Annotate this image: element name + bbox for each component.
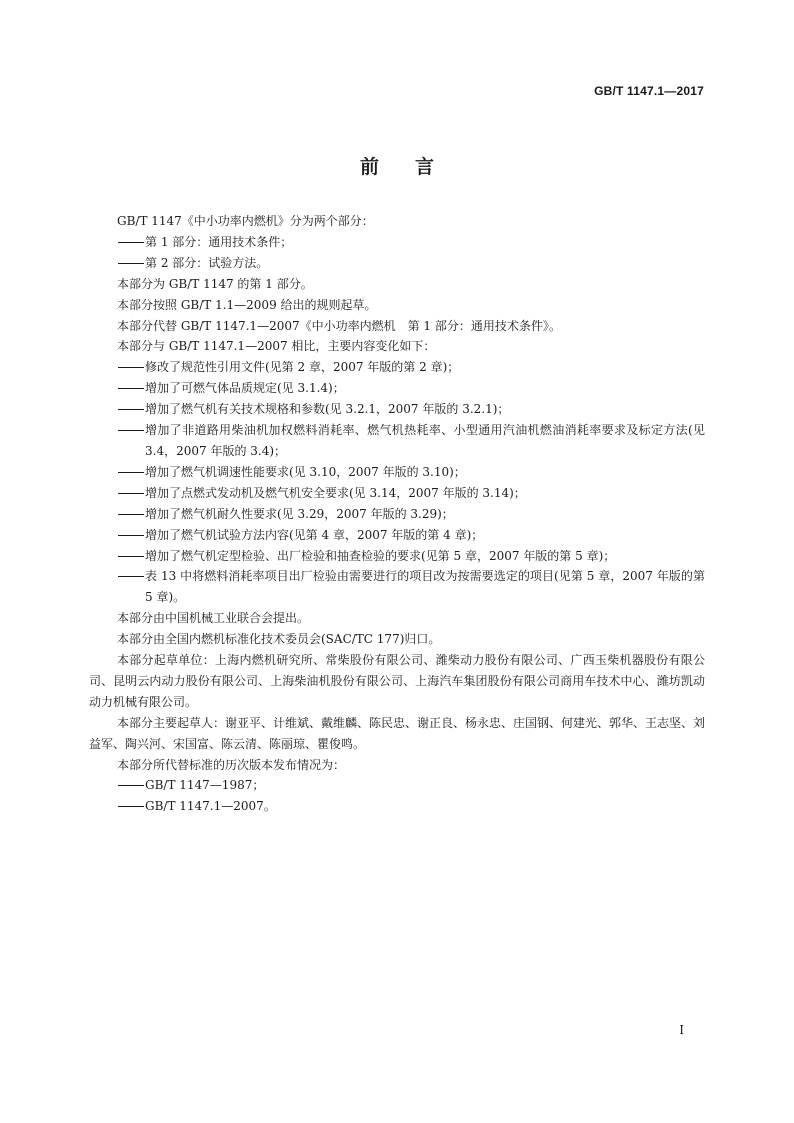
part-item <box>117 253 705 274</box>
change-item <box>117 462 705 483</box>
change-text: 增加了非道路用柴油机加权燃料消耗率、燃气机热耗率、小型通用汽油机燃油消耗率要求及标定方法(见 3.4，2007 年版的 3.4)； <box>145 423 705 458</box>
part-text: 第 1 部分：通用技术条件； <box>145 234 293 249</box>
change-item <box>117 420 705 462</box>
part-text: 第 2 部分：试验方法。 <box>145 255 269 270</box>
change-item <box>117 483 705 504</box>
change-text: 增加了燃气机试验方法内容(见第 4 章，2007 年版的第 4 章)； <box>145 527 484 542</box>
history-text: GB/T 1147—1987； <box>145 778 265 793</box>
foreword-body <box>89 211 706 817</box>
change-item <box>117 504 705 525</box>
intro-line: 本部分代替 GB/T 1147.1—2007《中小功率内燃机 第 1 部分：通用技术条件》。 <box>117 318 561 333</box>
change-text: 增加了点燃式发动机及燃气机安全要求(见 3.14，2007 年版的 3.14)； <box>145 485 526 500</box>
change-text: 增加了燃气机耐久性要求(见 3.29，2007 年版的 3.29)； <box>145 506 454 521</box>
standard-code: GB/T 1147.1—2017 <box>594 84 704 98</box>
page-title: 前言 <box>359 156 470 178</box>
change-text: 修改了规范性引用文件(见第 2 章，2007 年版的第 2 章)； <box>145 360 460 375</box>
change-item <box>117 525 705 546</box>
centralized-line: 本部分由全国内燃机标准化技术委员会(SAC/TC 177)归口。 <box>117 632 441 647</box>
change-text: 增加了燃气机有关技术规格和参数(见 3.2.1，2007 年版的 3.2.1)； <box>145 402 510 417</box>
history-item <box>117 775 705 796</box>
intro-line: 本部分与 GB/T 1147.1—2007 相比，主要内容变化如下： <box>117 339 436 354</box>
change-text: 增加了可燃气体品质规定(见 3.1.4)； <box>145 381 345 396</box>
change-item <box>117 357 705 378</box>
change-item <box>117 546 705 567</box>
history-text: GB/T 1147.1—2007。 <box>145 799 276 814</box>
drafting-units: 本部分起草单位：上海内燃机研究所、常柴股份有限公司、潍柴动力股份有限公司、广西玉柴机器股份有限公司、昆明云内动力股份有限公司、上海柴油机股份有限公司、上海汽车集团股份有限公司商用车技术中心、潍坊凯动动力机械有限公司。 <box>89 653 705 709</box>
history-item <box>117 796 705 817</box>
change-text: 增加了燃气机定型检验、出厂检验和抽查检验的要求(见第 5 章，2007 年版的第 5 章)； <box>145 548 616 563</box>
proposed-line: 本部分由中国机械工业联合会提出。 <box>117 611 310 626</box>
drafters: 本部分主要起草人：谢亚平、计维斌、戴维麟、陈民忠、谢正良、杨永忠、庄国钢、何建光、郭华、王志坚、刘益军、陶兴河、宋国富、陈云清、陈丽琼、瞿俊鸣。 <box>89 715 706 751</box>
part-item <box>117 232 705 253</box>
change-text: 增加了燃气机调速性能要求(见 3.10，2007 年版的 3.10)； <box>145 464 466 479</box>
intro-line: 本部分为 GB/T 1147 的第 1 部分。 <box>117 276 313 291</box>
intro-line: 本部分按照 GB/T 1.1—2009 给出的规则起草。 <box>117 297 377 312</box>
intro-line: GB/T 1147《中小功率内燃机》分为两个部分： <box>117 214 374 228</box>
change-item <box>117 399 705 420</box>
change-item <box>117 566 705 608</box>
change-text: 表 13 中将燃料消耗率项目出厂检验由需要进行的项目改为按需要选定的项目(见第 5 章，2007 年版的第 5 章)。 <box>145 569 705 605</box>
change-item <box>117 378 705 399</box>
history-intro: 本部分所代替标准的历次版本发布情况为： <box>117 757 346 772</box>
page-number: I <box>679 1023 684 1037</box>
